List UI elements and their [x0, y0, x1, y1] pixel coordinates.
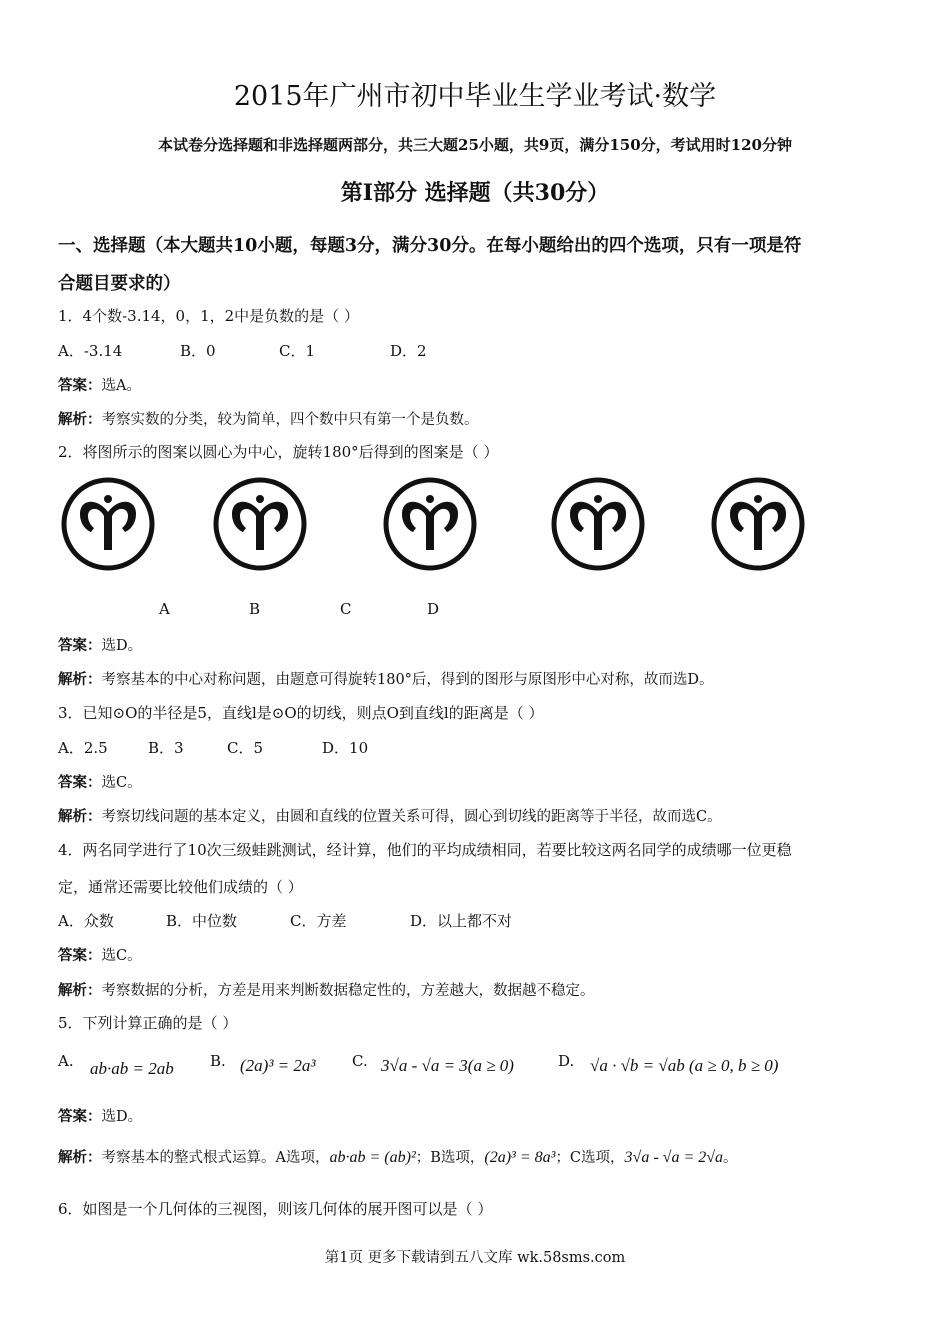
q4-option-a: A．众数	[58, 912, 114, 930]
q3-option-c: C．5	[227, 739, 264, 757]
q4-option-d: D．以上都不对	[410, 912, 513, 930]
q4-stem-line2: 定，通常还需要比较他们成绩的（ ）	[58, 878, 303, 896]
figure-label-d: D	[427, 600, 440, 618]
aries-figure-option-b	[380, 472, 480, 576]
q4-option-b: B．中位数	[166, 912, 238, 930]
q4-option-c: C．方差	[290, 912, 347, 930]
q4-answer: 答案：选C。	[58, 947, 142, 964]
q5-option-a-letter: A.	[58, 1052, 74, 1070]
q3-option-b: B．3	[148, 739, 184, 757]
aries-figure-option-c	[548, 472, 648, 576]
q2-stem: 2．将图所示的图案以圆心为中心，旋转180°后得到的图案是（ ）	[58, 443, 499, 461]
exam-subtitle: 本试卷分选择题和非选择题两部分，共三大题25小题，共9页，满分150分，考试用时120分钟	[158, 136, 792, 154]
aries-figure-option-a	[210, 472, 310, 576]
q5-analysis: 解析：考察基本的整式根式运算。A选项，ab·ab = (ab)²；B选项，(2a)³ = 8a³；C选项，3√a - √a = 2√a。	[58, 1149, 738, 1166]
q3-option-a: A．2.5	[58, 739, 108, 757]
q5-option-c-letter: C.	[352, 1052, 368, 1070]
q1-option-a: A．-3.14	[58, 342, 123, 360]
section-heading-line2: 合题目要求的）	[58, 274, 181, 294]
q5-option-a-expr: ab·ab = 2ab	[90, 1059, 174, 1078]
q5-option-c-expr: 3√a - √a = 3(a ≥ 0)	[381, 1056, 514, 1075]
q1-option-d: D．2	[390, 342, 427, 360]
figure-label-c: C	[340, 600, 352, 618]
section-heading-line1: 一、选择题（本大题共10小题，每题3分，满分30分。在每小题给出的四个选项，只有一项是符	[58, 236, 802, 256]
q1-option-b: B．0	[180, 342, 216, 360]
q2-analysis: 解析：考察基本的中心对称问题，由题意可得旋转180°后，得到的图形与原图形中心对称，故而选D。	[58, 671, 714, 688]
q5-option-b-letter: B.	[210, 1052, 226, 1070]
page-footer: 第1页 更多下载请到五八文库 wk.58sms.com	[324, 1250, 626, 1266]
figure-label-a: A	[159, 600, 170, 618]
q3-answer: 答案：选C。	[58, 774, 142, 791]
page-title: 2015年广州市初中毕业生学业考试·数学	[233, 81, 717, 112]
part-title: 第I部分 选择题（共30分）	[340, 180, 610, 206]
aries-figure-original	[58, 472, 158, 576]
q1-answer: 答案：选A。	[58, 377, 141, 394]
q5-option-d-letter: D.	[558, 1052, 575, 1070]
aries-figure-option-d	[708, 472, 808, 576]
q1-option-c: C．1	[279, 342, 316, 360]
figure-label-b: B	[249, 600, 261, 618]
q6-stem: 6．如图是一个几何体的三视图，则该几何体的展开图可以是（ ）	[58, 1200, 493, 1218]
q3-analysis: 解析：考察切线问题的基本定义，由圆和直线的位置关系可得，圆心到切线的距离等于半径，故而选C。	[58, 808, 722, 825]
q5-option-d-expr: √a · √b = √ab (a ≥ 0, b ≥ 0)	[590, 1056, 779, 1075]
q1-stem: 1．4个数-3.14，0，1，2中是负数的是（ ）	[58, 307, 359, 325]
q5-stem: 5．下列计算正确的是（ ）	[58, 1014, 238, 1032]
q4-analysis: 解析：考察数据的分析，方差是用来判断数据稳定性的，方差越大，数据越不稳定。	[58, 982, 595, 999]
q2-answer: 答案：选D。	[58, 637, 143, 654]
q1-analysis: 解析：考察实数的分类，较为简单，四个数中只有第一个是负数。	[58, 411, 479, 428]
q3-option-d: D．10	[322, 739, 369, 757]
q5-answer: 答案：选D。	[58, 1108, 143, 1125]
q3-stem: 3．已知⊙O的半径是5，直线l是⊙O的切线，则点O到直线l的距离是（ ）	[58, 704, 544, 722]
q5-option-b-expr: (2a)³ = 2a³	[240, 1056, 316, 1075]
q4-stem-line1: 4．两名同学进行了10次三级蛙跳测试，经计算，他们的平均成绩相同，若要比较这两名同学的成绩哪一位更稳	[58, 841, 792, 859]
